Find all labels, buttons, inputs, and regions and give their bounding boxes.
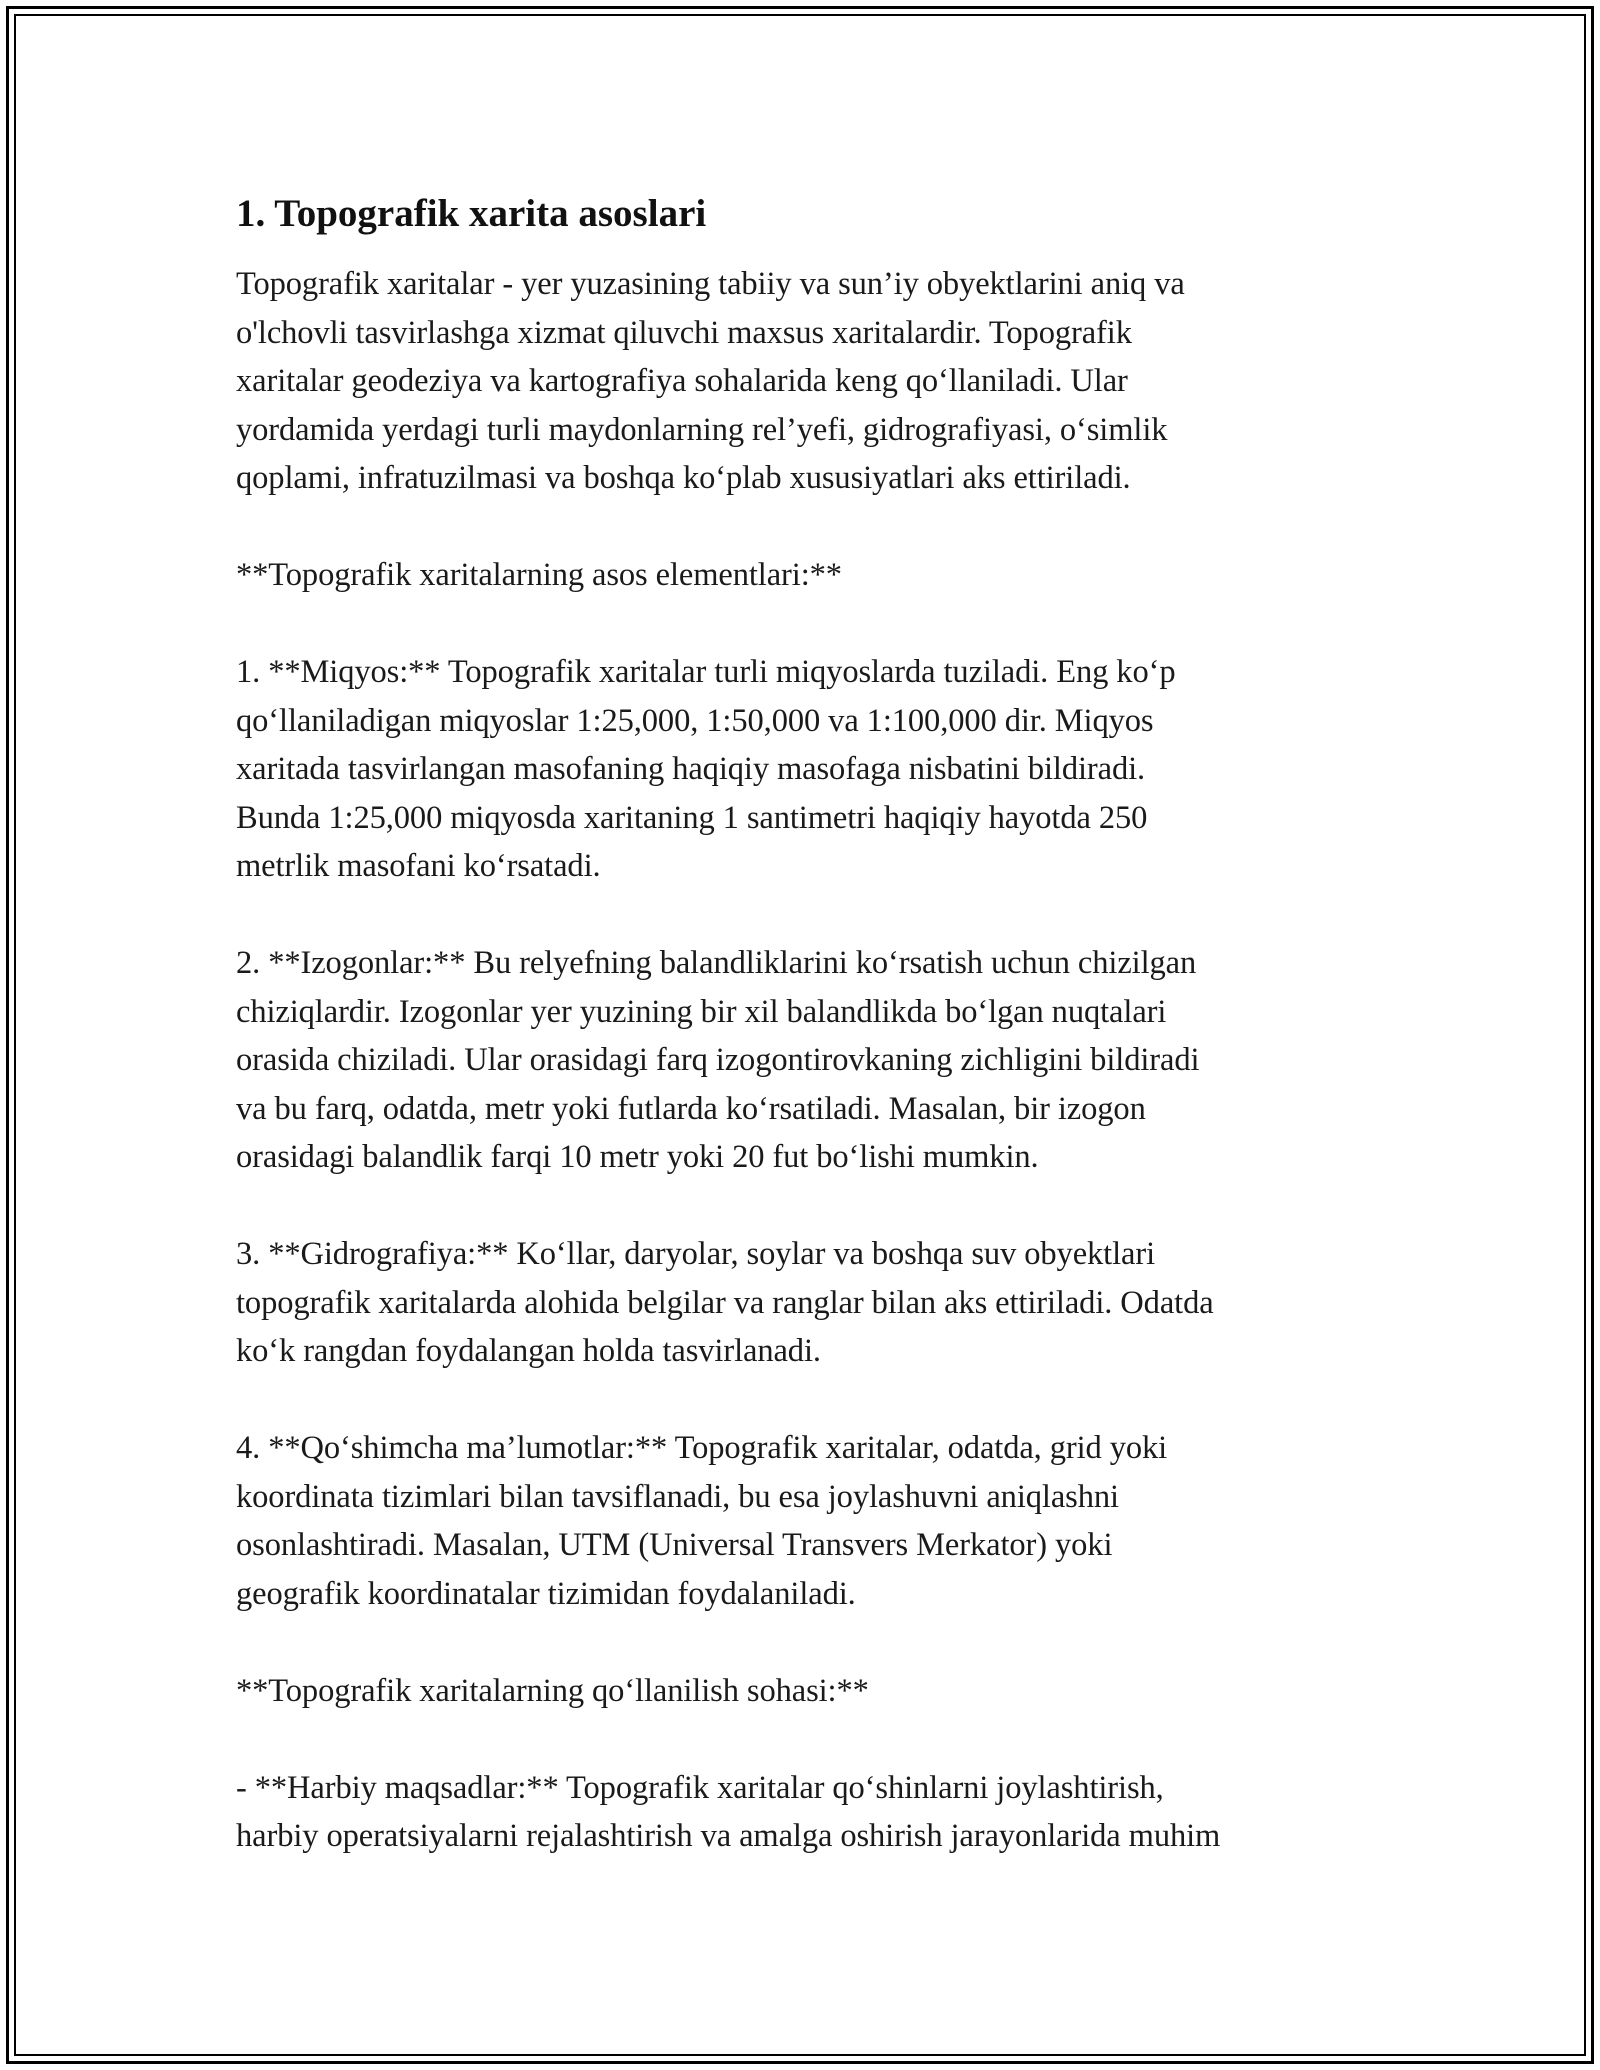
- section-heading-usage: **Topografik xaritalarning qo‘llanilish sohasi:**: [236, 1672, 869, 1709]
- document-body: [236, 188, 1366, 1909]
- document-title: 1. Topografik xarita asoslari: [236, 192, 707, 235]
- list-item-harbiy: - **Harbiy maqsadlar:** Topografik xaritalar qo‘shinlarni joylashtirish, harbiy operatsiyalarni rejalashtirish va amalga oshirish jarayonlarida muhim: [236, 1769, 1221, 1854]
- intro-paragraph: Topografik xaritalar - yer yuzasining tabiiy va sun’iy obyektlarini aniq va o'lchovli tasvirlashga xizmat qiluvchi maxsus xaritalardir. Topografik xaritalar geodeziya va kartografiya sohalarida keng qo‘llaniladi. Ular yordamida yerdagi turli maydonlarning rel’yefi, gidrografiyasi, o‘simlik qoplami, infratuzilmasi va boshqa ko‘plab xususiyatlari aks ettiriladi.: [236, 266, 1185, 496]
- list-item-qoshimcha: 4. **Qo‘shimcha ma’lumotlar:** Topografik xaritalar, odatda, grid yoki koordinata tizimlari bilan tavsiflanadi, bu esa joylashuvni aniqlashni osonlashtiradi. Masalan, UTM (Universal Transvers Merkator) yoki geografik koordinatalar tizimidan foydalaniladi.: [236, 1430, 1168, 1612]
- list-item-izogonlar: 2. **Izogonlar:** Bu relyefning balandliklarini ko‘rsatish uchun chizilgan chiziqlardir. Izogonlar yer yuzining bir xil balandlikda bo‘lgan nuqtalari orasida chiziladi. Ular orasidagi farq izogontirovkaning zichligini bildiradi va bu farq, odatda, metr yoki futlarda ko‘rsatiladi. Masalan, bir izogon orasidagi balandlik farqi 10 metr yoki 20 fut bo‘lishi mumkin.: [236, 945, 1200, 1175]
- list-item-gidrografiya: 3. **Gidrografiya:** Ko‘llar, daryolar, soylar va boshqa suv obyektlari topografik xaritalarda alohida belgilar va ranglar bilan aks ettiriladi. Odatda ko‘k rangdan foydalangan holda tasvirlanadi.: [236, 1236, 1214, 1369]
- list-item-miqyos: 1. **Miqyos:** Topografik xaritalar turli miqyoslarda tuziladi. Eng ko‘p qo‘llaniladigan miqyoslar 1:25,000, 1:50,000 va 1:100,000 dir. Miqyos xaritada tasvirlangan masofaning haqiqiy masofaga nisbatini bildiradi. Bunda 1:25,000 miqyosda xaritaning 1 santimetri haqiqiy hayotda 250 metrlik masofani ko‘rsatadi.: [236, 654, 1176, 884]
- section-heading-elements: **Topografik xaritalarning asos elementlari:**: [236, 557, 842, 593]
